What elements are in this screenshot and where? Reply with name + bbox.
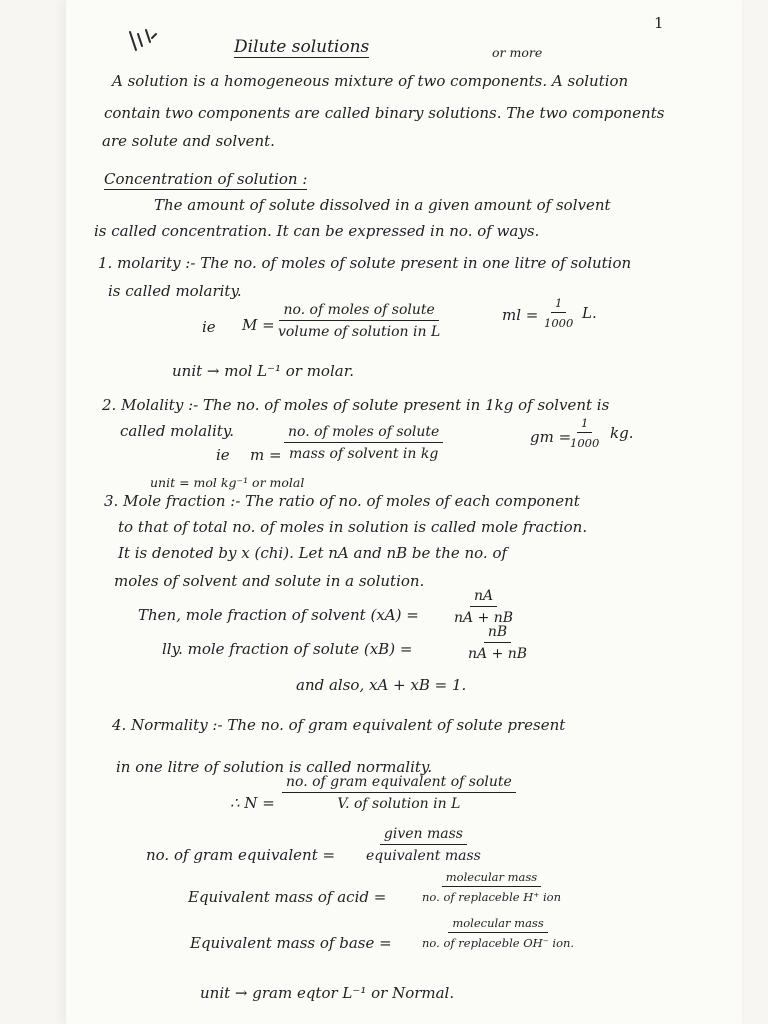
base-mass-numerator: molecular mass (448, 916, 547, 933)
normality-denominator: V. of solution in L (337, 796, 461, 812)
normality-formula (282, 774, 516, 812)
acid-mass-lhs: Equivalent mass of acid = (188, 888, 387, 906)
molality-numerator: no. of moles of solute (284, 424, 443, 443)
ml-fraction (540, 296, 577, 330)
molality-line-1: 2. Molality :- The no. of moles of solute present in 1kg of solvent is (102, 396, 610, 414)
concentration-heading: Concentration of solution : (104, 170, 308, 188)
acid-mass-numerator: molecular mass (442, 870, 541, 887)
mole-fraction-line-3: It is denoted by x (chi). Let nA and nB be the no. of (118, 544, 508, 562)
solvent-denominator: nA + nB (454, 610, 514, 626)
molarity-numerator: no. of moles of solute (279, 302, 438, 321)
ink-smudge-mark (126, 28, 176, 58)
ml-numerator: 1 (551, 296, 566, 313)
intro-line-3: are solute and solvent. (102, 132, 275, 150)
base-mass-lhs: Equivalent mass of base = (190, 934, 392, 952)
solute-fraction-lhs: lly. mole fraction of solute (xB) = (162, 640, 413, 658)
normality-numerator: no. of gram equivalent of solute (282, 774, 516, 793)
base-mass-formula (418, 916, 578, 950)
notebook-page (66, 0, 742, 1024)
page-title: Dilute solutions (234, 37, 370, 57)
normality-line-1: 4. Normality :- The no. of gram equivalent of solute present (112, 716, 566, 734)
normality-lhs: ∴ N = (230, 794, 275, 812)
concentration-line-1: The amount of solute dissolved in a given amount of solvent (154, 196, 611, 214)
molarity-formula (274, 302, 444, 340)
molality-lhs: m = (250, 446, 282, 464)
molarity-ie: ie (202, 318, 216, 336)
solute-denominator: nA + nB (468, 646, 528, 662)
page-number: 1 (654, 14, 664, 32)
gram-equivalent-numerator: given mass (380, 826, 467, 845)
gm-numerator: 1 (577, 416, 592, 433)
normality-line-2: in one litre of solution is called normality. (116, 758, 433, 776)
intro-line-1: A solution is a homogeneous mixture of two components. A solution (112, 72, 629, 90)
gram-equivalent-lhs: no. of gram equivalent = (146, 846, 336, 864)
mole-fraction-line-1: 3. Mole fraction :- The ratio of no. of moles of each component (104, 492, 580, 510)
molality-formula (284, 424, 443, 462)
molarity-lhs: M = (242, 316, 275, 334)
solute-numerator: nB (484, 624, 511, 643)
acid-mass-denominator: no. of replaceble H⁺ ion (422, 890, 561, 904)
gm-denominator: 1000 (570, 436, 600, 450)
solvent-numerator: nA (470, 588, 497, 607)
solvent-fraction (450, 588, 517, 626)
mole-fraction-line-4: moles of solvent and solute in a solution. (114, 572, 425, 590)
gm-lhs: gm = (530, 428, 572, 446)
molarity-line-2: is called molarity. (108, 282, 242, 300)
molarity-denominator: volume of solution in L (278, 324, 441, 340)
gm-unit: kg. (610, 424, 634, 442)
molality-unit: unit = mol kg⁻¹ or molal (150, 475, 305, 490)
gram-equivalent-formula (362, 826, 485, 864)
gram-equivalent-denominator: equivalent mass (366, 848, 481, 864)
ml-denominator: 1000 (544, 316, 574, 330)
ml-lhs: ml = (502, 306, 539, 324)
mole-fraction-line-2: to that of total no. of moles in solution is called mole fraction. (118, 518, 588, 536)
gm-fraction (566, 416, 603, 450)
base-mass-denominator: no. of replaceble OH⁻ ion. (422, 936, 575, 950)
solvent-fraction-lhs: Then, mole fraction of solvent (xA) = (138, 606, 419, 624)
intro-line-2: contain two components are called binary solutions. The two components (104, 104, 665, 122)
concentration-line-2: is called concentration. It can be expressed in no. of ways. (94, 222, 540, 240)
normality-unit: unit → gram eqtor L⁻¹ or Normal. (200, 984, 455, 1002)
solute-fraction (464, 624, 531, 662)
molarity-line-1: 1. molarity :- The no. of moles of solute present in one litre of solution (98, 254, 632, 272)
molality-ie: ie (216, 446, 230, 464)
acid-mass-formula (418, 870, 565, 904)
molality-denominator: mass of solvent in kg (289, 446, 439, 462)
mole-fraction-sum: and also, xA + xB = 1. (296, 676, 467, 694)
insert-note: or more (492, 45, 543, 60)
ml-unit: L. (582, 304, 597, 322)
molality-line-2: called molality. (120, 422, 235, 440)
molarity-unit: unit → mol L⁻¹ or molar. (172, 362, 354, 380)
